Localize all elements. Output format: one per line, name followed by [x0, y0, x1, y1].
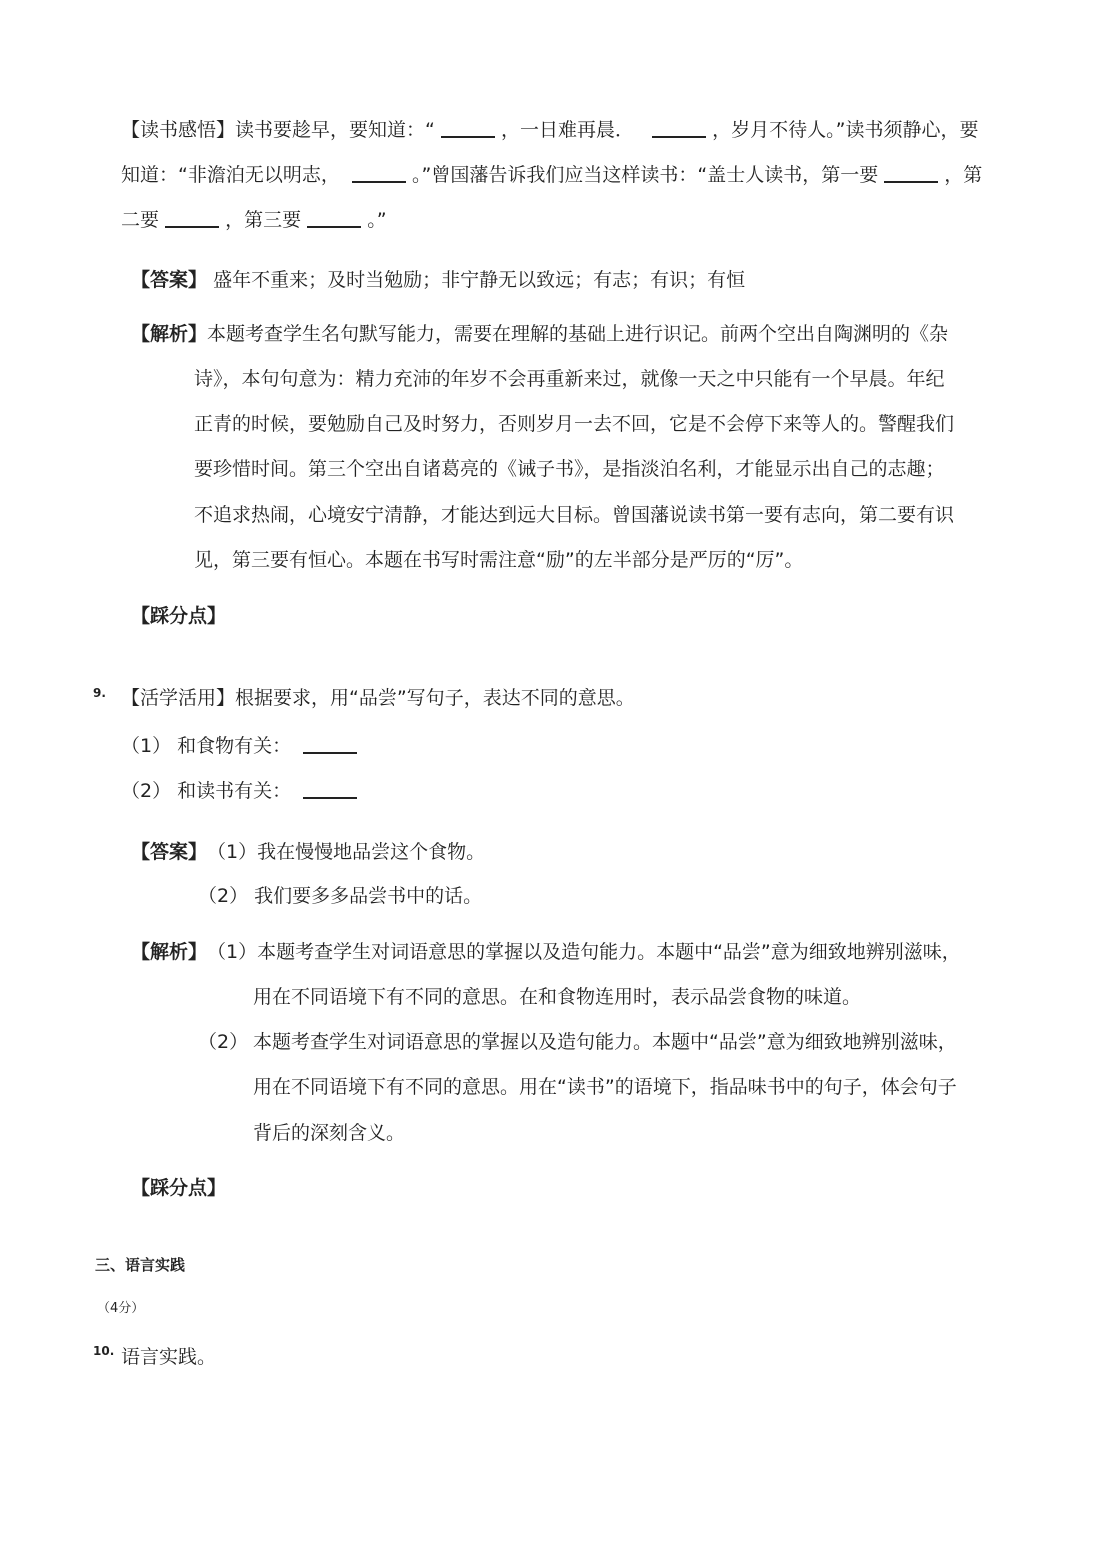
q9-analysis-1-line-2: 用在不同语境下有不同的意思。在和食物连用时，表示品尝食物的味道。: [253, 986, 862, 1008]
q9-sub-2-text: （2） 和读书有关：: [121, 780, 292, 802]
q8-line-3-a: 二要: [121, 209, 160, 231]
q8-line-3-c: 。”: [367, 209, 387, 231]
q8-analysis-label: 【解析】: [131, 323, 208, 345]
q8-line-1: [121, 118, 979, 140]
q8-line-2: [121, 163, 982, 185]
q9-sub-1-blank: [303, 734, 357, 754]
q8-line-1-c: ，岁月不待人。”读书须静心，要: [712, 119, 979, 141]
q9-sub-1-text: （1） 和食物有关：: [121, 735, 292, 757]
q8-analysis-line-4: 要珍惜时间。第三个空出自诸葛亮的《诫子书》，是指淡泊名利，才能显示出自己的志趣；: [194, 458, 945, 480]
q9-analysis-1-line-1: （1）本题考查学生对词语意思的掌握以及造句能力。本题中“品尝”意为细致地辨别滋味，: [207, 941, 961, 963]
q9-analysis-2-number: （2）: [198, 1031, 249, 1053]
q8-line-3-b: ，第三要: [225, 209, 302, 231]
q9-sub-1: [121, 734, 357, 756]
q9-analysis-2-line-1: 本题考查学生对词语意思的掌握以及造句能力。本题中“品尝”意为细致地辨别滋味，: [253, 1031, 957, 1053]
q8-line-3: [121, 208, 387, 230]
q8-analysis-line-2: 诗》，本句句意为：精力充沛的年岁不会再重新来过，就像一天之中只能有一个早晨。年纪: [194, 368, 945, 390]
q9-analysis-2-line-2: 用在不同语境下有不同的意思。用在“读书”的语境下，指品味书中的句子，体会句子: [253, 1076, 957, 1098]
q8-blank-6: [307, 208, 361, 228]
q8-blank-1: [441, 118, 495, 138]
q9-answer-2: （2） 我们要多多品尝书中的话。: [198, 885, 483, 907]
q9-sub-2-blank: [303, 779, 357, 799]
q9-prompt: 【活学活用】根据要求，用“品尝”写句子，表达不同的意思。: [121, 687, 635, 709]
q8-analysis-line-3: 正青的时候，要勉励自己及时努力，否则岁月一去不回，它是不会停下来等人的。警醒我们: [194, 413, 955, 435]
q8-blank-5: [165, 208, 219, 228]
q8-blank-2: [652, 118, 706, 138]
q9-analysis-label: 【解析】: [131, 941, 208, 963]
q9-answer-label: 【答案】: [131, 841, 208, 863]
q10-number: 10.: [93, 1344, 115, 1358]
q8-analysis-line-6: 见，第三要有恒心。本题在书写时需注意“励”的左半部分是严厉的“厉”。: [194, 549, 804, 571]
q8-line-1-b: ，一日难再晨．: [500, 119, 634, 141]
q8-analysis-line-5: 不追求热闹，心境安宁清静，才能达到远大目标。曾国藩说读书第一要有志向，第二要有识: [194, 504, 955, 526]
q8-line-2-c: ，第: [944, 164, 983, 186]
q8-line-2-b: 。”曾国藩告诉我们应当这样读书：“盖士人读书，第一要: [412, 164, 879, 186]
q9-answer-1: （1）我在慢慢地品尝这个食物。: [207, 841, 486, 863]
q9-number: 9.: [93, 686, 106, 700]
q9-points-label: 【踩分点】: [131, 1177, 227, 1199]
q9-analysis-2-line-3: 背后的深刻含义。: [253, 1122, 406, 1144]
q8-answer-label: 【答案】: [131, 269, 208, 291]
q8-answer-text: 盛年不重来；及时当勉励；非宁静无以致远；有志；有识；有恒: [213, 269, 746, 291]
q8-points-label: 【踩分点】: [131, 605, 227, 627]
q8-blank-3: [352, 163, 406, 183]
section-3-score: （4分）: [97, 1301, 145, 1316]
q8-blank-4: [884, 163, 938, 183]
section-3-title: 三、语言实践: [95, 1256, 186, 1274]
q10-text: 语言实践。: [121, 1346, 217, 1368]
q8-answer: [131, 271, 745, 290]
q8-line-2-a: 知道：“非澹泊无以明志，: [121, 164, 340, 186]
q9-sub-2: [121, 779, 357, 801]
q8-analysis-line-1: 本题考查学生名句默写能力，需要在理解的基础上进行识记。前两个空出自陶渊明的《杂: [207, 323, 949, 345]
q8-line-1-a: 【读书感悟】读书要趁早，要知道：“: [121, 119, 435, 141]
